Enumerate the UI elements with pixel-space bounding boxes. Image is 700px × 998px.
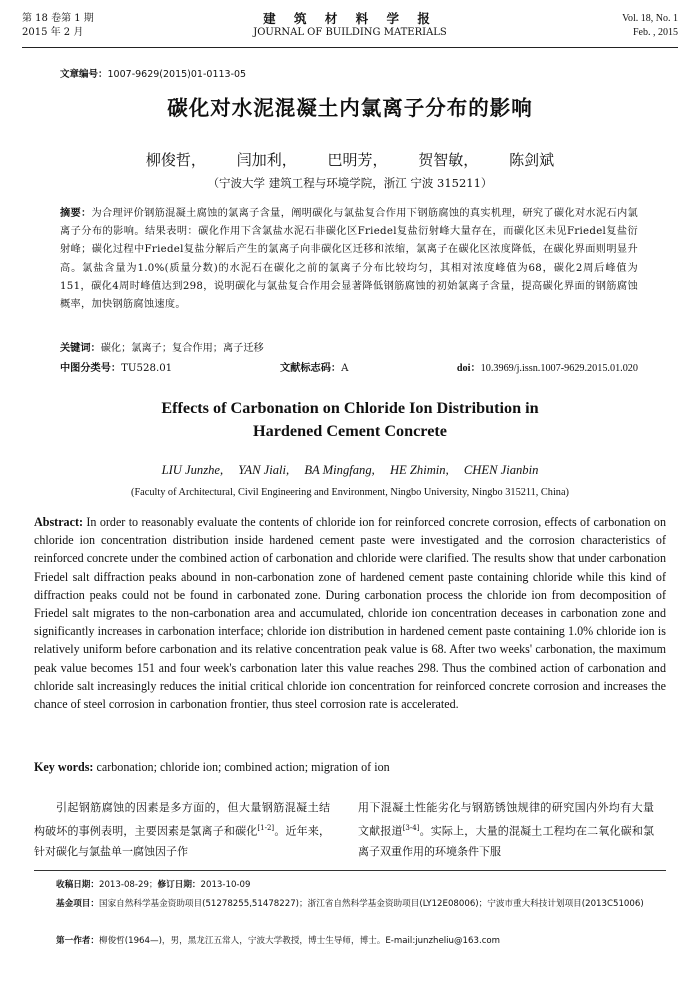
funding-label: 基金项目： xyxy=(56,899,99,909)
footnote-first-author xyxy=(56,934,666,949)
article-number-label: 文章编号： xyxy=(60,69,108,80)
author-cn: 贺智敏， xyxy=(418,151,479,169)
volume-issue: 第 18 卷第 1 期 xyxy=(22,13,94,24)
received-label: 收稿日期： xyxy=(56,880,99,890)
footnote-dates xyxy=(56,878,666,893)
authors-cn xyxy=(0,149,700,170)
affiliation-cn: （宁波大学 建筑工程与环境学院，浙江 宁波 315211） xyxy=(207,176,493,190)
author-en: CHEN Jianbin xyxy=(463,463,539,477)
volume-issue-en: Vol. 18, No. 1 xyxy=(622,13,678,24)
document-code xyxy=(280,360,348,378)
keywords-en-label: Key words: xyxy=(34,760,94,774)
issue-date-en: Feb. , 2015 xyxy=(633,27,678,38)
issue-info-en xyxy=(622,12,678,40)
document-code-label: 文献标志码： xyxy=(280,363,342,374)
article-number-value: 1007-9629(2015)01-0113-05 xyxy=(107,69,247,80)
body-text: 。近年来，针对碳化与氯盐单一腐蚀因子作 xyxy=(34,824,331,858)
author-en: YAN Jiali, xyxy=(238,463,290,477)
author-cn: 闫加利， xyxy=(236,151,297,169)
abstract-cn xyxy=(60,205,638,314)
article-number xyxy=(60,66,246,80)
citation: [3-4] xyxy=(402,824,420,832)
clc-label: 中图分类号： xyxy=(60,363,122,374)
author-cn: 巴明芳， xyxy=(327,151,388,169)
title-en-line: Hardened Cement Concrete xyxy=(253,422,447,440)
footnote-funding xyxy=(56,897,666,912)
journal-name-cn: 建 筑 材 料 学 报 xyxy=(263,11,437,26)
clc-value: TU528.01 xyxy=(121,363,173,374)
title-cn: 碳化对水泥混凝土内氯离子分布的影响 xyxy=(167,96,533,120)
title-en-line: Effects of Carbonation on Chloride Ion Distribution in xyxy=(161,399,539,417)
author-en: LIU Junzhe, xyxy=(161,463,224,477)
abstract-en-text: In order to reasonably evaluate the contents of chloride ion for reinforced concrete corrosion, effects of carbonation on chloride ion concentration distribution inside hardened cement paste were investigated and the corrosion characteristics of reinforced concrete under the combined action of carbonation and chloride were clarified. The results show that under carbonation Friedel salt diffraction peaks abound in non-carbonation zone of hardened cement paste containing chloride while this kind of diffraction peaks could not be found in carbonated zone. During carbonation process the chloride ion from decomposition of Friedel salt migrates to the non-carbonation area and accumulated, chloride ion concentration deceases in carbonation zone and significantly increases in carbonation interface; chloride ion distribution in hardened cement paste containing 1.0% chloride ion is relatively uniform before carbonation and its relative concentration peak value is 68. After two weeks' carbonation, the maximum peak value becomes 151 and four week's carbonation later this value reaches 298. Thus the combined action of carbonation and chloride salt increasingly reduces the initial critical chloride ion concentration for reinforced concrete corrosion and increases the chance of steel corrosion in carbonation frontier, thus steel corrosion rate is accelerated. xyxy=(34,515,666,712)
abstract-en-label: Abstract: xyxy=(34,515,84,529)
doi-label: doi： xyxy=(456,363,481,374)
doi-value: 10.3969/j.issn.1007-9629.2015.01.020 xyxy=(480,363,638,374)
body-text: 用下混凝土性能劣化与钢筋锈蚀规律的研究国内外均有大量文献报道 xyxy=(358,801,654,838)
body-text: 。实际上，大量的混凝土工程均在二氧化碳和氯离子双重作用的环境条件下服 xyxy=(358,824,655,858)
funding-text: 国家自然科学基金资助项目(51278255,51478227)；浙江省自然科学基金资助项目(LY12E08006)；宁波市重大科技计划项目(2013C51006) xyxy=(98,899,644,909)
citation: [1-2] xyxy=(257,824,275,832)
body-column-right xyxy=(358,798,654,862)
author-en: HE Zhimin, xyxy=(389,463,449,477)
revised-label: 修订日期： xyxy=(157,880,201,890)
issue-date: 2015 年 2 月 xyxy=(22,27,84,38)
footnote-rule xyxy=(34,870,666,871)
doi xyxy=(457,360,638,378)
first-author-text: 柳俊哲(1964—)，男，黑龙江五常人，宁波大学教授，博士生导师，博士。E-mail:junzheliu@163.com xyxy=(98,936,501,946)
affiliation-en: (Faculty of Architectural, Civil Engineering and Environment, Ningbo University, Ningbo 315211, China) xyxy=(131,487,569,498)
keywords-cn xyxy=(60,340,638,358)
keywords-cn-label: 关键词： xyxy=(60,343,101,354)
title-en xyxy=(0,397,700,443)
clc-number xyxy=(60,360,172,378)
body-text: 引起钢筋腐蚀的因素是多方面的，但大量钢筋混凝土结构破坏的事例表明，主要因素是氯离子和碳化 xyxy=(34,801,330,838)
abstract-en xyxy=(34,513,666,713)
header-rule xyxy=(22,47,678,48)
journal-name xyxy=(22,12,678,40)
keywords-en xyxy=(34,758,666,776)
running-header xyxy=(22,12,678,46)
body-column-left xyxy=(34,798,330,862)
received-date: 2013-08-29； xyxy=(98,880,158,890)
author-cn: 陈剑斌 xyxy=(509,151,555,169)
revised-date: 2013-10-09 xyxy=(200,880,251,890)
first-author-label: 第一作者： xyxy=(56,936,99,946)
author-cn: 柳俊哲， xyxy=(145,151,206,169)
author-en: BA Mingfang, xyxy=(304,463,375,477)
journal-name-en: JOURNAL OF BUILDING MATERIALS xyxy=(253,27,447,38)
keywords-en-text: carbonation; chloride ion; combined action; migration of ion xyxy=(96,760,390,774)
abstract-cn-text: 为合理评价钢筋混凝土腐蚀的氯离子含量，阐明碳化与氯盐复合作用下钢筋腐蚀的真实机理，研究了碳化对水泥石内氯离子分布的影响。结果表明：碳化作用下含氯盐水泥石非碳化区Friedel复盐衍射峰大量存在，而碳化区未见Friedel复盐衍射峰；碳化过程中Friedel复盐分解后产生的氯离子向非碳化区迁移和浓缩，氯离子在碳化区浓度降低，在碳化界面则明显升高。氯盐含量为1.0%(质量分数)的水泥石在碳化之前的氯离子分布比较均匀，其相对浓度峰值为68，碳化2周后峰值为151，碳化4周时峰值达到298，说明碳化与氯盐复合作用会显著降低钢筋腐蚀的初始氯离子含量，提高碳化界面的钢筋腐蚀概率，加快钢筋腐蚀速度。 xyxy=(60,208,638,311)
document-code-value: A xyxy=(341,363,349,374)
keywords-cn-text: 碳化；氯离子；复合作用；离子迁移 xyxy=(100,343,264,354)
abstract-cn-label: 摘要： xyxy=(60,208,92,219)
authors-en xyxy=(0,463,700,478)
